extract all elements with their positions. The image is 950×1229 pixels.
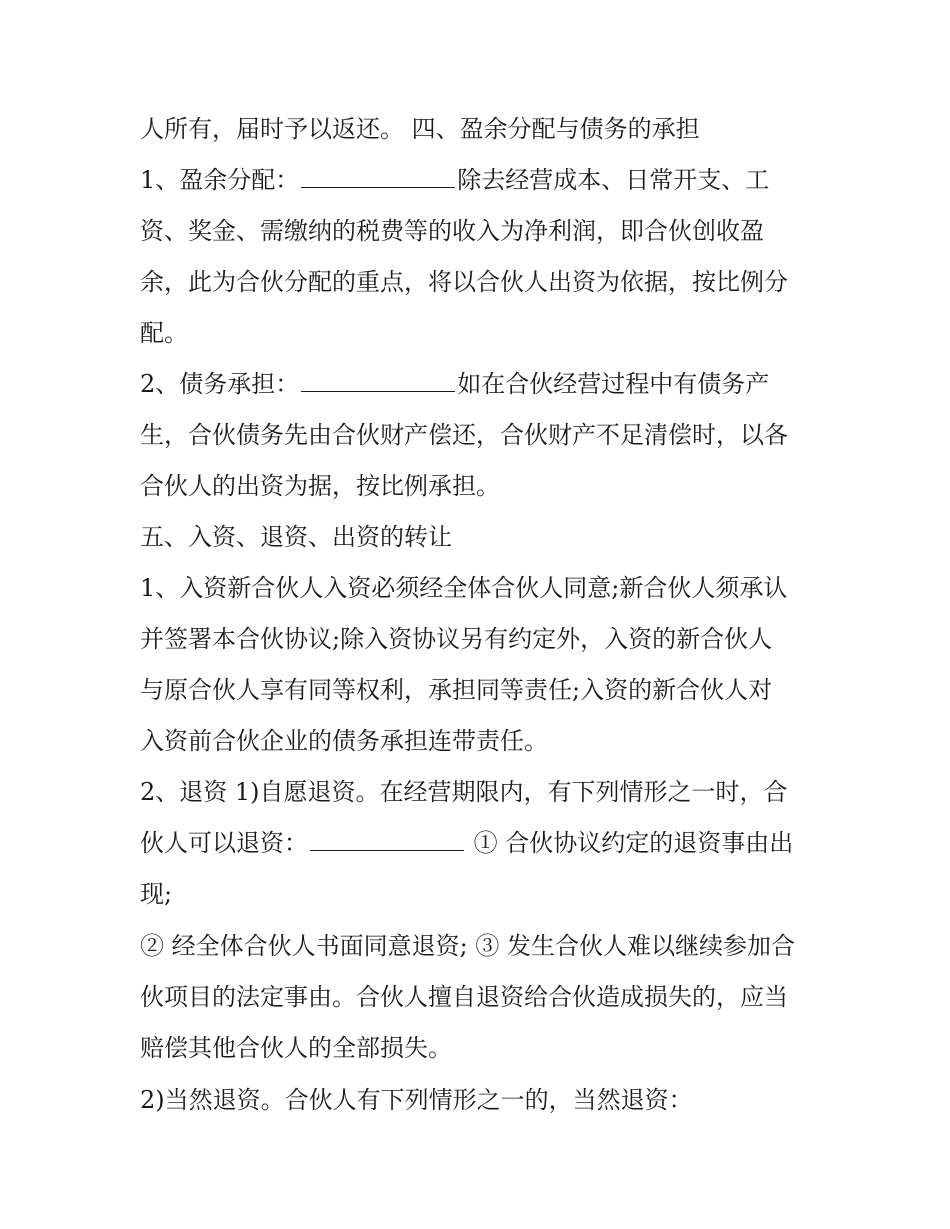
line-text: 赔偿其他合伙人的全部损失。 xyxy=(140,1034,452,1062)
text-line xyxy=(140,972,820,1023)
line-text: 资、奖金、需缴纳的税费等的收入为净利润，即合伙创收盈 xyxy=(140,217,764,245)
text-line xyxy=(140,359,820,410)
line-text: 现; xyxy=(140,880,173,908)
text-line xyxy=(140,665,820,716)
text-line xyxy=(140,1074,820,1126)
text-line xyxy=(140,308,820,359)
text-line xyxy=(140,206,820,257)
line-text: 与原合伙人享有同等权利，承担同等责任;入资的新合伙人对 xyxy=(140,676,773,704)
line-text: 如在合伙经营过程中有债务产 xyxy=(457,370,770,398)
text-line xyxy=(140,920,820,972)
document-body xyxy=(140,104,820,1126)
text-line xyxy=(140,563,820,614)
line-text: 除去经营成本、日常开支、工 xyxy=(457,166,770,194)
fill-in-blank[interactable] xyxy=(301,369,455,392)
line-text: 2、债务承担： xyxy=(140,370,300,398)
text-line xyxy=(140,767,820,818)
fill-in-blank[interactable] xyxy=(310,828,464,851)
text-line xyxy=(140,410,820,461)
line-text: 生，合伙债务先由合伙财产偿还，合伙财产不足清偿时，以各 xyxy=(140,421,788,449)
fill-in-blank[interactable] xyxy=(301,165,455,188)
line-text: 并签署本合伙协议;除入资协议另有约定外，入资的新合伙人 xyxy=(140,625,773,653)
line-text: 合伙人的出资为据，按比例承担。 xyxy=(140,472,500,500)
line-text: 2、退资 1)自愿退资。在经营期限内，有下列情形之一时，合 xyxy=(140,778,788,806)
text-line xyxy=(140,155,820,206)
line-text: 1、盈余分配： xyxy=(140,166,300,194)
line-text: ② 经全体合伙人书面同意退资; ③ 发生合伙人难以继续参加合 xyxy=(140,932,795,960)
text-line xyxy=(140,818,820,869)
line-text: ① 合伙协议约定的退资事由出 xyxy=(466,829,794,857)
text-line xyxy=(140,257,820,308)
line-text: 配。 xyxy=(140,319,188,347)
line-text: 人所有，届时予以返还。 四、盈余分配与债务的承担 xyxy=(140,115,700,143)
line-text: 入资前合伙企业的债务承担连带责任。 xyxy=(140,727,548,755)
text-line xyxy=(140,716,820,767)
text-line xyxy=(140,869,820,920)
line-text: 1、入资新合伙人入资必须经全体合伙人同意;新合伙人须承认 xyxy=(140,574,788,602)
text-line xyxy=(140,461,820,512)
line-text: 伙人可以退资： xyxy=(140,829,308,857)
text-line xyxy=(140,614,820,665)
line-text: 2)当然退资。合伙人有下列情形之一的，当然退资： xyxy=(140,1086,693,1114)
text-line xyxy=(140,1023,820,1074)
section-heading xyxy=(140,512,820,563)
line-text: 伙项目的法定事由。合伙人擅自退资给合伙造成损失的，应当 xyxy=(140,983,788,1011)
text-line xyxy=(140,104,820,155)
line-text: 余，此为合伙分配的重点，将以合伙人出资为依据，按比例分 xyxy=(140,268,788,296)
line-text: 五、入资、退资、出资的转让 xyxy=(140,523,452,551)
